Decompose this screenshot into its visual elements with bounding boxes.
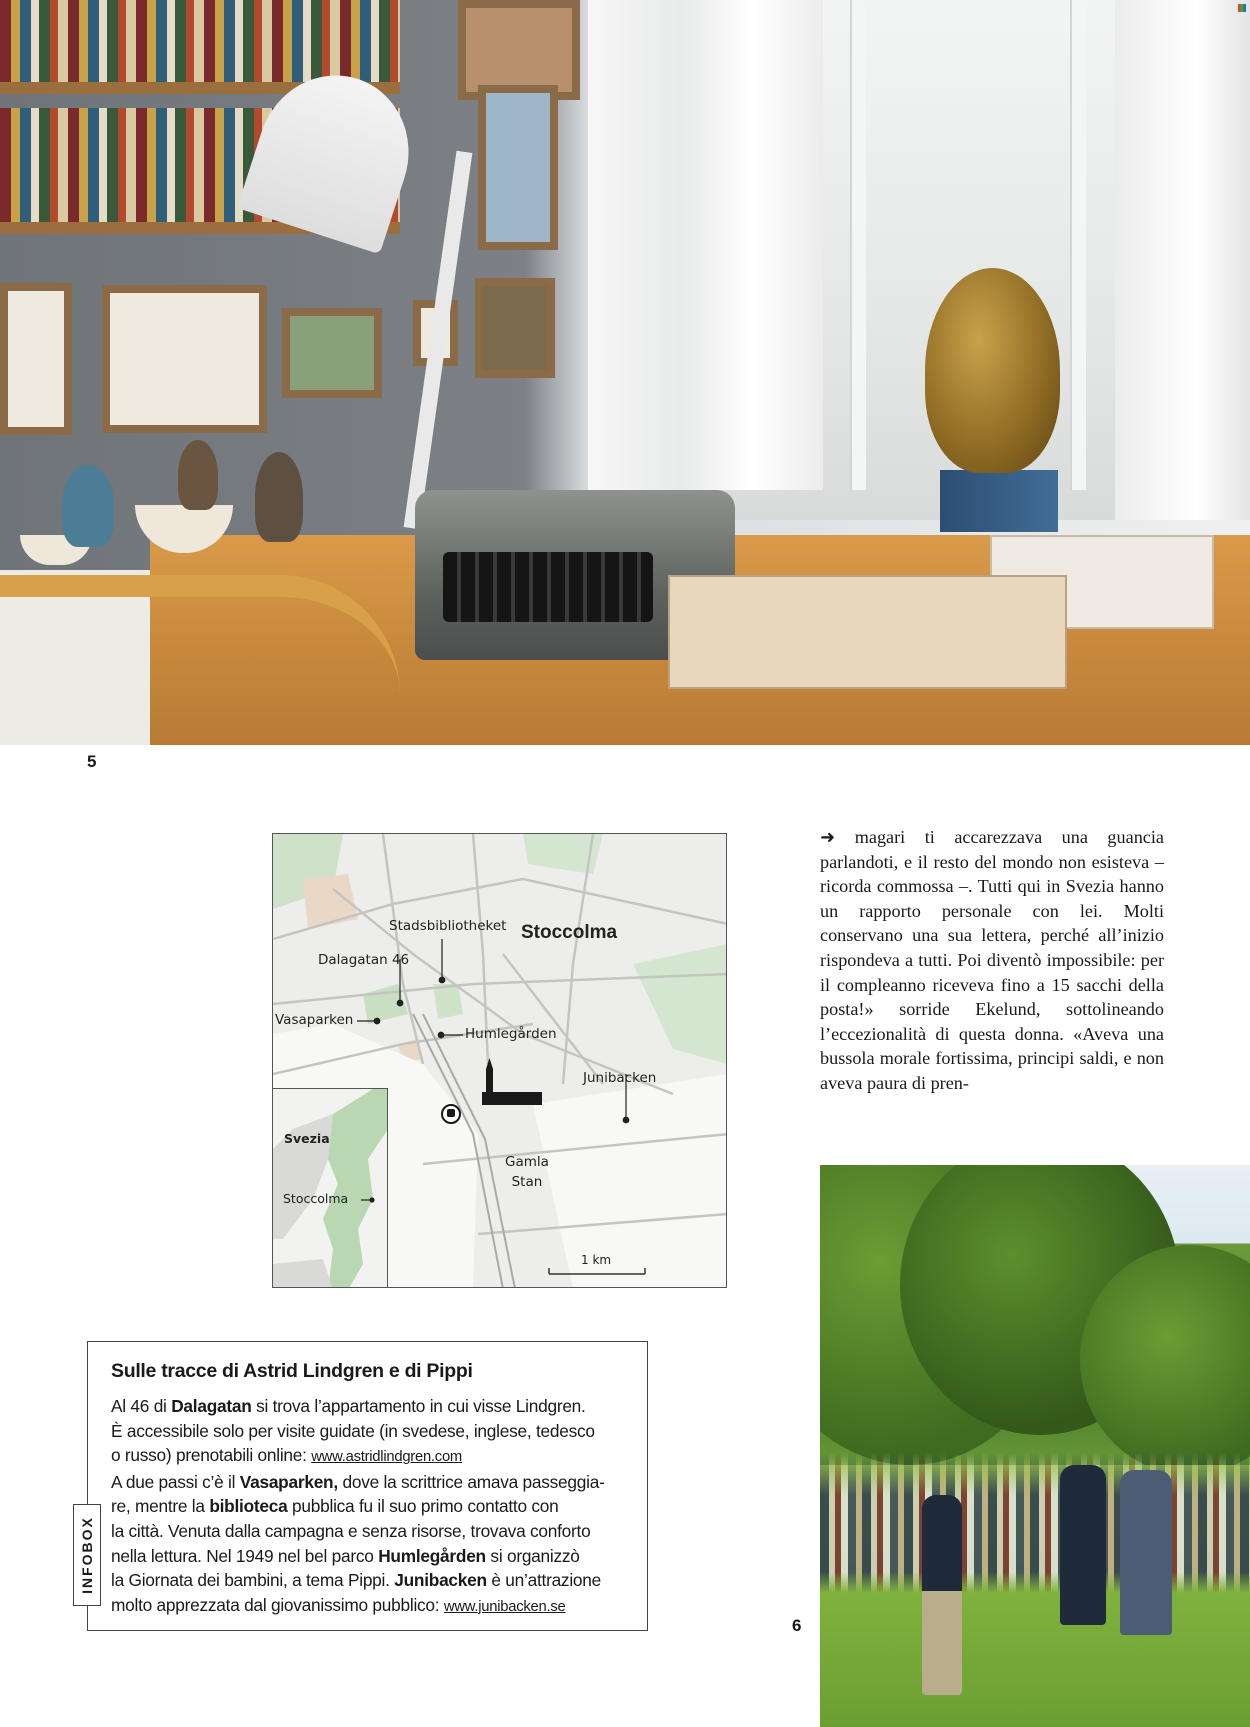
framed-picture xyxy=(0,283,72,435)
infobox-text: la città. Venuta dalla campagna e senza risorse, trovava conforto xyxy=(111,1520,591,1541)
bust-plinth xyxy=(940,470,1058,532)
infobox-bold-term: Dalagatan xyxy=(171,1396,252,1416)
infobox-line xyxy=(111,1568,631,1593)
infobox-link[interactable]: www.astridlindgren.com xyxy=(311,1449,462,1466)
infobox-bold-term: biblioteca xyxy=(209,1496,288,1517)
infobox-bold-term: Junibacken xyxy=(394,1570,487,1591)
photo-number-6: 6 xyxy=(792,1616,802,1635)
map-label-stadsbibliotheket: Stadsbibliotheket xyxy=(389,918,507,934)
infobox-text: molto apprezzata dal giovanissimo pubblico: xyxy=(111,1594,444,1615)
infobox-text: È accessibile solo per visite guidate (in svedese, inglese, tedesco xyxy=(111,1420,595,1441)
infobox-body xyxy=(111,1394,631,1619)
inset-label-city: Stoccolma xyxy=(283,1191,349,1206)
framed-picture xyxy=(102,285,267,433)
infobox-text: re, mentre la xyxy=(111,1496,210,1517)
city-hall-icon xyxy=(482,1058,542,1105)
infobox-title: Sulle tracce di Astrid Lindgren e di Pippi xyxy=(111,1360,473,1382)
infobox-line xyxy=(111,1544,631,1569)
figurine xyxy=(255,452,303,542)
curtain-left xyxy=(588,0,823,490)
framed-picture xyxy=(475,278,555,378)
stockholm-map xyxy=(272,833,727,1288)
curtain-right xyxy=(1115,0,1250,520)
infobox-text: nella lettura. Nel 1949 nel bel parco xyxy=(111,1545,379,1566)
desk-photo xyxy=(0,0,1250,745)
infobox-bold-term: Humlegården xyxy=(378,1545,486,1566)
bookshelf-books-top xyxy=(0,0,400,85)
infobox-text: dove la scrittrice amava passeggia- xyxy=(337,1471,605,1492)
map-label-gamla-stan: Gamla Stan xyxy=(505,1154,549,1190)
framed-picture xyxy=(282,308,382,398)
infobox-text: la Giornata dei bambini, a tema Pippi. xyxy=(111,1570,395,1591)
map-scale-label: 1 km xyxy=(581,1253,612,1267)
map-label-vasaparken: Vasaparken xyxy=(275,1012,354,1028)
infobox-line xyxy=(111,1419,631,1444)
walking-boy xyxy=(922,1495,962,1695)
infobox-text: è un’attrazione xyxy=(486,1570,601,1591)
infobox-text: A due passi c’è il xyxy=(111,1471,240,1492)
map-inset-sweden xyxy=(273,1088,388,1288)
infobox-link[interactable]: www.junibacken.se xyxy=(443,1598,566,1615)
map-label-dalagatan: Dalagatan 46 xyxy=(318,952,410,968)
park-photo xyxy=(820,1165,1250,1727)
publisher-logo-icon xyxy=(1238,4,1246,12)
wooden-chair xyxy=(0,575,400,745)
infobox-text: si trova l’appartamento in cui visse Lindgren. xyxy=(251,1396,586,1416)
figurine xyxy=(178,440,218,510)
bronze-bust xyxy=(925,268,1060,473)
infobox xyxy=(87,1341,648,1631)
paper-tray xyxy=(668,575,1067,689)
photo-number-5: 5 xyxy=(87,752,97,771)
infobox-tab xyxy=(73,1504,101,1606)
infobox-line xyxy=(111,1494,631,1519)
article-paragraph: ➜ magari ti accarezzava una guancia parlandoti, e il resto del mondo non esisteva – ricorda commossa –. Tutti qui in Svezia hanno un rapporto personale con lei. Molti conservano una sua lettera, perché all’inizio rispondeva a tutti. Poi diventò impossibile: per il compleanno riceveva fino a 15 sacchi della posta!» sorride Ekelund, sottolineando l’eccezionalità di questa donna. «Aveva una bussola morale fortissima, principi saldi, e non aveva paura di pren- xyxy=(820,827,1164,1093)
inset-label-country: Svezia xyxy=(284,1131,330,1146)
article-text-column xyxy=(820,825,1164,1096)
map-label-humlegarden: Humlegården xyxy=(465,1026,557,1042)
infobox-line xyxy=(111,1593,631,1620)
framed-picture xyxy=(478,85,558,250)
infobox-bold-term: Vasaparken, xyxy=(239,1471,338,1492)
infobox-line xyxy=(111,1443,631,1470)
map-city-title: Stoccolma xyxy=(521,922,618,943)
infobox-line xyxy=(111,1394,631,1419)
park-crowd xyxy=(820,1453,1250,1593)
infobox-tab-label: INFOBOX xyxy=(79,1516,95,1594)
infobox-text: si organizzò xyxy=(485,1545,580,1566)
infobox-line xyxy=(111,1470,631,1495)
infobox-text: Al 46 di xyxy=(111,1396,172,1416)
map-label-junibacken: Junibacken xyxy=(583,1070,657,1086)
figurine xyxy=(62,465,114,547)
infobox-text: o russo) prenotabili online: xyxy=(111,1445,312,1466)
infobox-text: pubblica fu il suo primo contatto con xyxy=(287,1496,559,1517)
infobox-line xyxy=(111,1519,631,1544)
